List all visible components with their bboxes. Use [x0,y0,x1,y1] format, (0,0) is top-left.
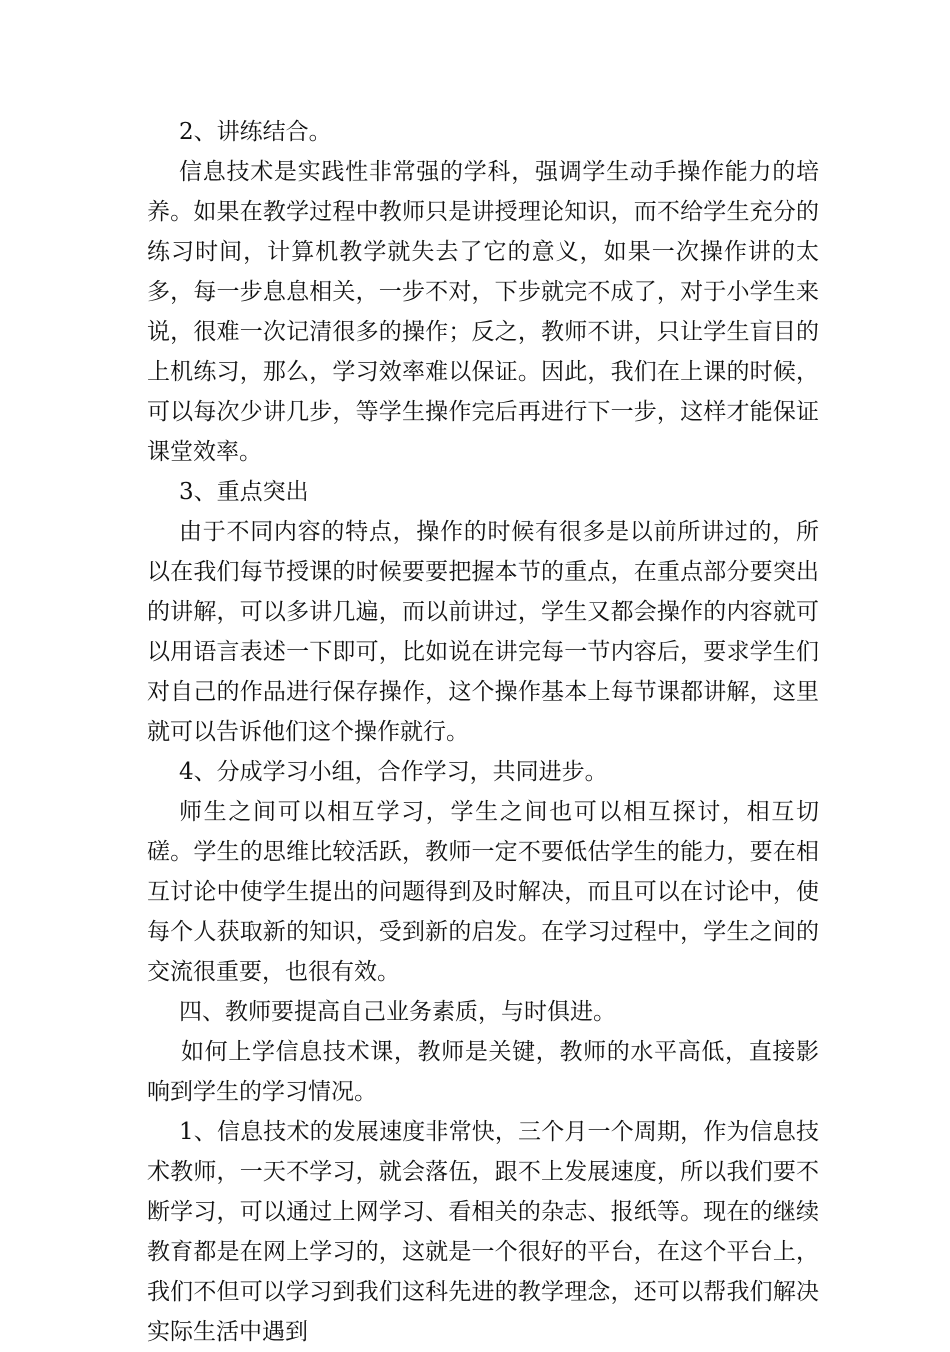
body-paragraph: 如何上学信息技术课，教师是关键，教师的水平高低，直接影响到学生的学习情况。 [147,1039,819,1105]
body-paragraph: 由于不同内容的特点，操作的时候有很多是以前所讲过的，所以在我们每节授课的时候要要把握本节的重点，在重点部分要突出的讲解，可以多讲几遍，而以前讲过，学生又都会操作的内容就可以用语言表述一下即可，比如说在讲完每一节内容后，要求学生们对自己的作品进行保存操作，这个操作基本上每节课都讲解，这里就可以告诉他们这个操作就行。 [147,519,819,745]
chapter-heading-four: 四、教师要提高自己业务素质，与时俱进。 [179,999,616,1025]
body-paragraph: 师生之间可以相互学习，学生之间也可以相互探讨，相互切磋。学生的思维比较活跃，教师一定不要低估学生的能力，要在相互讨论中使学生提出的问题得到及时解决，而且可以在讨论中，使每个人获取新的知识，受到新的启发。在学习过程中，学生之间的交流很重要，也很有效。 [147,799,819,985]
section-heading-3: 3、重点突出 [179,479,309,505]
section-heading-2: 2、讲练结合。 [179,119,332,145]
document-body [147,112,819,1352]
body-paragraph: 信息技术是实践性非常强的学科，强调学生动手操作能力的培养。如果在教学过程中教师只是讲授理论知识，而不给学生充分的练习时间，计算机教学就失去了它的意义，如果一次操作讲的太多，每一步息息相关，一步不对，下步就完不成了，对于小学生来说，很难一次记清很多的操作；反之，教师不讲，只让学生盲目的上机练习，那么，学习效率难以保证。因此，我们在上课的时候，可以每次少讲几步，等学生操作完后再进行下一步，这样才能保证课堂效率。 [147,159,819,465]
body-paragraph: 1、信息技术的发展速度非常快，三个月一个周期，作为信息技术教师，一天不学习，就会落伍，跟不上发展速度，所以我们要不断学习，可以通过上网学习、看相关的杂志、报纸等。现在的继续教育都是在网上学习的，这就是一个很好的平台，在这个平台上，我们不但可以学习到我们这科先进的教学理念，还可以帮我们解决实际生活中遇到 [147,1119,819,1345]
section-heading-4: 4、分成学习小组，合作学习，共同进步。 [179,759,608,785]
